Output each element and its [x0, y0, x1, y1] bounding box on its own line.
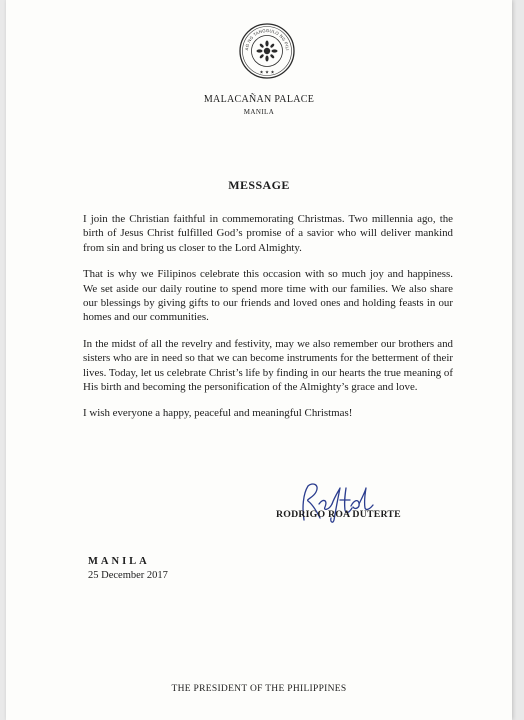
- message-paragraph: I join the Christian faithful in commemorating Christmas. Two millennia ago, the birth of Jesus Christ fulfilled God’s promise of a savior who will deliver mankind from sin and bring us closer to the Lord Almighty.: [83, 213, 453, 254]
- office-city: MANILA: [243, 108, 275, 116]
- svg-text:★ ★ ★: ★ ★ ★: [259, 70, 275, 76]
- message-paragraph: In the midst of all the revelry and festivity, may we also remember our brothers and sisters who are in need so that we can become instruments for the betterment of their lives. Today, let us celebrate Christ’s life by finding in our hearts the true meaning of His birth and becoming the personification of the Almighty’s grace and love.: [83, 337, 453, 394]
- issue-place: MANILA: [88, 556, 150, 567]
- closing-line: I wish everyone a happy, peaceful and meaningful Christmas!: [83, 407, 353, 420]
- signatory-name: RODRIGO ROA DUTERTE: [276, 509, 401, 520]
- message-paragraph: That is why we Filipinos celebrate this occasion with so much joy and happiness. We set aside our daily routine to spend more time with our families. We also share our blessings by giving gifts to our friends and loved ones and holding feasts in our homes and our communities.: [83, 268, 453, 324]
- issue-date: 25 December 2017: [88, 570, 168, 581]
- message-body: [83, 212, 453, 433]
- message-title: MESSAGE: [228, 178, 290, 192]
- office-name: MALACAÑAN PALACE: [203, 94, 315, 105]
- seal-lettering: AG NG TANGGULO NG PILI: [243, 27, 291, 51]
- presidential-seal-icon: [238, 22, 296, 80]
- letter-page: [6, 0, 512, 720]
- footer-title: THE PRESIDENT OF THE PHILIPPINES: [171, 684, 347, 694]
